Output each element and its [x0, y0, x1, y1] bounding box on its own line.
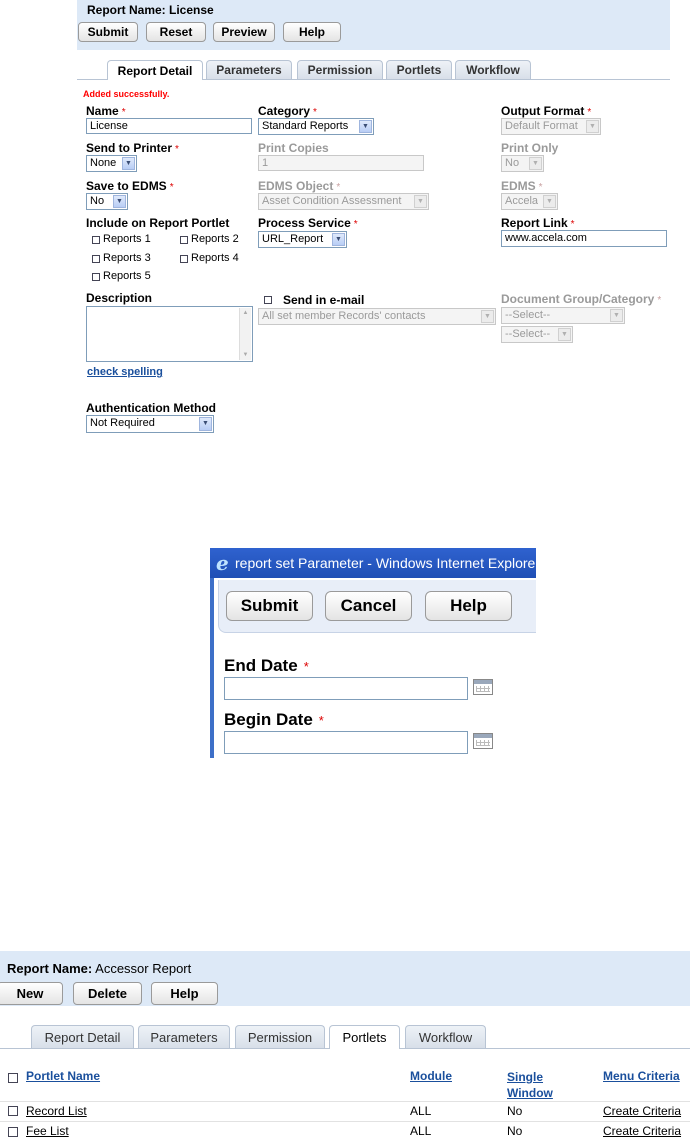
- report2-title-prefix: Report Name:: [7, 961, 93, 976]
- module-cell: ALL: [410, 1104, 432, 1118]
- report2-title: [7, 961, 191, 976]
- name-field[interactable]: License: [86, 118, 252, 134]
- tab-workflow[interactable]: Workflow: [405, 1025, 486, 1048]
- portlet-name-link[interactable]: Fee List: [26, 1124, 69, 1138]
- reports-2-label: Reports 2: [191, 233, 239, 245]
- tab-portlets[interactable]: Portlets: [329, 1025, 400, 1049]
- portlet-name-link[interactable]: Record List: [26, 1104, 87, 1118]
- delete-button[interactable]: Delete: [73, 982, 142, 1005]
- reports-2-checkbox[interactable]: [180, 236, 188, 244]
- document-category-select: --Select-- ▼: [501, 326, 573, 343]
- tab-report-detail[interactable]: Report Detail: [107, 60, 203, 80]
- category-select[interactable]: Standard Reports ▼: [258, 118, 374, 135]
- send-to-printer-select[interactable]: None ▼: [86, 155, 137, 172]
- reports-3-checkbox[interactable]: [92, 255, 100, 263]
- submit-button[interactable]: Submit: [78, 22, 138, 42]
- chevron-down-icon: ▼: [543, 195, 556, 208]
- begin-date-field[interactable]: [224, 731, 468, 754]
- chevron-down-icon: ▼: [122, 157, 135, 170]
- edms-label: EDMS *: [501, 179, 543, 193]
- scroll-up-icon: ▲: [242, 310, 249, 316]
- tab-workflow[interactable]: Workflow: [455, 60, 531, 79]
- chevron-down-icon: ▼: [481, 310, 494, 323]
- reports-4-checkbox[interactable]: [180, 255, 188, 263]
- column-header-portlet-name[interactable]: Portlet Name: [26, 1069, 101, 1083]
- category-label: Category *: [258, 104, 317, 118]
- single-window-cell: No: [507, 1124, 523, 1138]
- check-spelling-link[interactable]: check spelling: [87, 366, 163, 378]
- ie-logo-icon: e: [216, 551, 229, 575]
- chevron-down-icon: ▼: [529, 157, 542, 170]
- single-window-cell: No: [507, 1104, 523, 1118]
- send-to-printer-label: Send to Printer *: [86, 141, 179, 155]
- tab-parameters[interactable]: Parameters: [138, 1025, 230, 1048]
- process-service-label: Process Service *: [258, 216, 358, 230]
- tab-portlets[interactable]: Portlets: [386, 60, 452, 79]
- popup-cancel-button[interactable]: Cancel: [325, 591, 412, 621]
- send-email-label: Send in e-mail: [283, 293, 365, 307]
- document-group-select: --Select-- ▼: [501, 307, 625, 324]
- chevron-down-icon: ▼: [332, 233, 345, 246]
- reports-5-label: Reports 5: [103, 270, 151, 282]
- save-to-edms-label: Save to EDMS *: [86, 179, 174, 193]
- textarea-scrollbar[interactable]: [239, 308, 251, 360]
- row-checkbox[interactable]: [8, 1106, 18, 1116]
- tab-permission[interactable]: Permission: [297, 60, 383, 79]
- column-header-menu-criteria[interactable]: Menu Criteria: [603, 1069, 680, 1083]
- print-copies-label: Print Copies: [258, 141, 329, 155]
- name-label: Name *: [86, 104, 126, 118]
- save-to-edms-select[interactable]: No ▼: [86, 193, 128, 210]
- chevron-down-icon: ▼: [359, 120, 372, 133]
- document-group-label: Document Group/Category *: [501, 292, 662, 306]
- description-textarea[interactable]: [86, 306, 253, 362]
- popup-submit-button[interactable]: Submit: [226, 591, 313, 621]
- chevron-down-icon: ▼: [610, 309, 623, 322]
- report-link-label: Report Link *: [501, 216, 575, 230]
- description-label: Description: [86, 291, 153, 305]
- send-email-checkbox[interactable]: [264, 296, 272, 304]
- create-criteria-link[interactable]: Create Criteria: [603, 1124, 682, 1138]
- help-button[interactable]: Help: [151, 982, 218, 1005]
- table-row: [0, 1102, 690, 1120]
- print-only-label: Print Only: [501, 141, 559, 155]
- auth-method-select[interactable]: Not Required ▼: [86, 415, 214, 433]
- auth-method-label: Authentication Method: [86, 401, 216, 415]
- edms-object-select: Asset Condition Assessment ▼: [258, 193, 429, 210]
- preview-button[interactable]: Preview: [213, 22, 275, 42]
- success-message: Added successfully.: [83, 89, 170, 99]
- report2-title-name: Accessor Report: [95, 961, 192, 976]
- create-criteria-link[interactable]: Create Criteria: [603, 1104, 682, 1118]
- begin-date-label: Begin Date *: [224, 710, 324, 729]
- print-copies-field: 1: [258, 155, 424, 171]
- tab-parameters[interactable]: Parameters: [206, 60, 292, 79]
- scroll-down-icon: ▼: [242, 352, 249, 358]
- reports-1-checkbox[interactable]: [92, 236, 100, 244]
- page-title: Report Name: License: [87, 3, 214, 17]
- output-format-label: Output Format *: [501, 104, 592, 118]
- popup-help-button[interactable]: Help: [425, 591, 512, 621]
- report-link-field[interactable]: www.accela.com: [501, 230, 667, 247]
- column-header-single-window[interactable]: Single Window: [507, 1070, 553, 1100]
- chevron-down-icon: ▼: [113, 195, 126, 208]
- reset-button[interactable]: Reset: [146, 22, 206, 42]
- chevron-down-icon: ▼: [558, 328, 571, 341]
- help-button[interactable]: Help: [283, 22, 341, 42]
- end-date-label: End Date *: [224, 656, 309, 675]
- print-only-select: No ▼: [501, 155, 544, 172]
- calendar-icon[interactable]: [473, 733, 493, 749]
- calendar-icon[interactable]: [473, 679, 493, 695]
- edms-object-label: EDMS Object *: [258, 179, 341, 193]
- reports-1-label: Reports 1: [103, 233, 151, 245]
- edms-select: Accela ▼: [501, 193, 558, 210]
- row-checkbox[interactable]: [8, 1127, 18, 1137]
- ie-window-title: report set Parameter - Windows Internet Explorer: [235, 555, 541, 571]
- end-date-field[interactable]: [224, 677, 468, 700]
- send-email-select: All set member Records' contacts ▼: [258, 308, 496, 325]
- chevron-down-icon: ▼: [414, 195, 427, 208]
- table-row: [0, 1122, 690, 1140]
- tab-permission[interactable]: Permission: [235, 1025, 325, 1048]
- reports-4-label: Reports 4: [191, 252, 239, 264]
- select-all-checkbox[interactable]: [8, 1073, 18, 1083]
- include-portlet-label: Include on Report Portlet: [86, 216, 230, 230]
- process-service-select[interactable]: URL_Report ▼: [258, 231, 347, 248]
- tab-report-detail[interactable]: Report Detail: [31, 1025, 134, 1048]
- output-format-select: Default Format ▼: [501, 118, 601, 135]
- column-header-module[interactable]: Module: [410, 1069, 452, 1083]
- reports-5-checkbox[interactable]: [92, 273, 100, 281]
- new-button[interactable]: New: [0, 982, 63, 1005]
- reports-3-label: Reports 3: [103, 252, 151, 264]
- chevron-down-icon: ▼: [586, 120, 599, 133]
- chevron-down-icon: ▼: [199, 417, 212, 431]
- module-cell: ALL: [410, 1124, 432, 1138]
